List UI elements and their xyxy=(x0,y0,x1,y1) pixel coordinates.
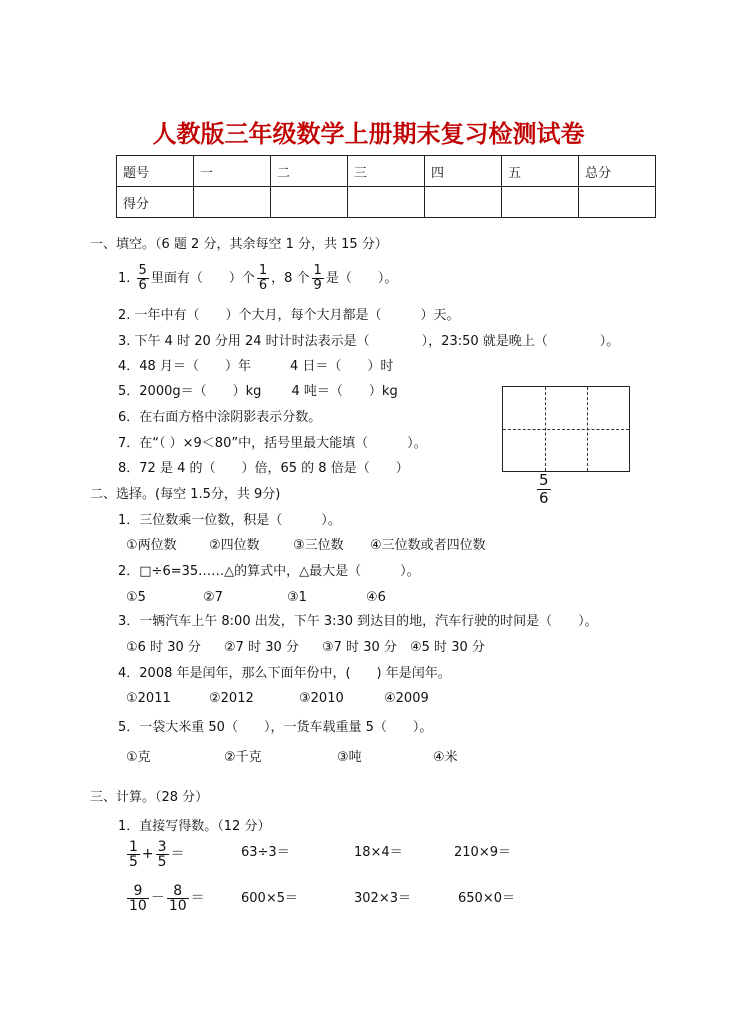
question-3: 3．一辆汽车上午 8:00 出发，下午 3:30 到达目的地，汽车行驶的时间是（ ）。 xyxy=(118,614,598,629)
operator: + xyxy=(141,846,154,862)
question-4: 4．48 月＝（ ）年 4 日＝（ ）时 xyxy=(118,359,394,374)
table-cell: 四 xyxy=(425,156,502,187)
section-heading: 一、填空。（6 题 2 分，其余每空 1 分，共 15 分） xyxy=(90,237,388,252)
calc-row-2 xyxy=(125,876,205,920)
calc-item: 210×9＝ xyxy=(454,845,511,860)
question-2: 2. 一年中有（ ）个大月，每个大月都是（ ）天。 xyxy=(118,308,460,323)
option: ④三位数或者四位数 xyxy=(370,538,486,553)
option: ④米 xyxy=(433,750,458,765)
denominator: 9 xyxy=(313,278,322,293)
grid-divider xyxy=(503,429,629,430)
question-text: 里面有（ ）个 xyxy=(150,271,255,286)
option: ①2011 xyxy=(126,691,171,706)
option: ②千克 xyxy=(224,750,262,765)
question-4: 4．2008 年是闰年，那么下面年份中，( ) 年是闰年。 xyxy=(118,666,451,681)
fraction xyxy=(312,264,324,293)
calc-item: 302×3＝ xyxy=(354,891,411,906)
score-table-score-row xyxy=(117,187,656,218)
fraction xyxy=(257,264,269,293)
option: ③7 时 30 分 xyxy=(322,640,397,655)
question-5: 5．一袋大米重 50（ ），一货车载重量 5（ ）。 xyxy=(118,720,433,735)
option: ④5 时 30 分 xyxy=(410,640,485,655)
question-text: ，8 个 xyxy=(271,271,310,286)
fraction-grid[interactable] xyxy=(502,386,630,472)
grid-fraction-label xyxy=(535,472,553,507)
option: ②7 xyxy=(203,590,223,605)
score-input-cell[interactable] xyxy=(579,187,656,218)
calc-item: 600×5＝ xyxy=(241,891,298,906)
question-1 xyxy=(118,258,397,300)
question-8: 8．72 是 4 的（ ）倍，65 的 8 倍是（ ） xyxy=(118,461,409,476)
question-number: 1. xyxy=(118,271,131,286)
numerator: 1 xyxy=(129,838,138,855)
section-heading: 二、选择。(每空 1.5分，共 9分) xyxy=(90,487,281,502)
denominator: 6 xyxy=(258,278,268,293)
score-input-cell[interactable] xyxy=(271,187,348,218)
table-cell: 总分 xyxy=(579,156,656,187)
score-table-header-row xyxy=(117,156,656,187)
score-input-cell[interactable] xyxy=(194,187,271,218)
option: ②7 时 30 分 xyxy=(224,640,299,655)
sub-question: 1．直接写得数。（12 分） xyxy=(118,819,271,834)
table-cell: 一 xyxy=(194,156,271,187)
fraction xyxy=(137,264,149,293)
option: ②2012 xyxy=(209,691,254,706)
option: ③2010 xyxy=(299,691,344,706)
option: ①6 时 30 分 xyxy=(126,640,201,655)
score-input-cell[interactable] xyxy=(348,187,425,218)
fraction xyxy=(156,840,169,869)
denominator: 6 xyxy=(539,489,549,507)
question-2: 2．□÷6=35……△的算式中，△最大是（ ）。 xyxy=(118,564,420,579)
score-input-cell[interactable] xyxy=(425,187,502,218)
numerator: 9 xyxy=(127,884,149,899)
score-input-cell[interactable] xyxy=(502,187,579,218)
calc-item: 18×4＝ xyxy=(354,845,403,860)
table-cell: 三 xyxy=(348,156,425,187)
option: ④2009 xyxy=(384,691,429,706)
option: ③三位数 xyxy=(293,538,344,553)
score-table xyxy=(116,155,656,218)
numerator: 3 xyxy=(157,838,167,855)
denominator: 5 xyxy=(129,853,138,870)
question-6: 6．在右面方格中涂阴影表示分数。 xyxy=(118,410,322,425)
calc-item: 650×0＝ xyxy=(458,891,515,906)
table-cell: 二 xyxy=(271,156,348,187)
numerator: 1 xyxy=(313,263,322,278)
option: ①5 xyxy=(126,590,146,605)
option: ③1 xyxy=(287,590,307,605)
question-7: 7．在“（ ）×9＜80”中，括号里最大能填（ ）。 xyxy=(118,436,427,451)
option: ②四位数 xyxy=(209,538,260,553)
equals: ＝ xyxy=(190,890,205,906)
fraction xyxy=(537,472,551,507)
fraction xyxy=(127,840,140,869)
numerator: 5 xyxy=(539,471,549,489)
option: ①两位数 xyxy=(126,538,177,553)
numerator: 5 xyxy=(138,263,147,278)
numerator: 8 xyxy=(167,884,189,899)
denominator: 6 xyxy=(138,278,147,293)
table-cell: 题号 xyxy=(117,156,194,187)
option: ④6 xyxy=(366,590,386,605)
calc-item: 63÷3＝ xyxy=(241,845,290,860)
question-3: 3. 下午 4 时 20 分用 24 时计时法表示是（ ），23:50 就是晚上（ ）。 xyxy=(118,334,620,349)
question-text: 是（ ）。 xyxy=(325,271,398,286)
denominator: 10 xyxy=(129,897,147,914)
table-cell: 五 xyxy=(502,156,579,187)
denominator: 10 xyxy=(168,897,187,914)
question-5: 5．2000g＝（ ）kg 4 吨＝（ ）kg xyxy=(118,384,398,399)
denominator: 5 xyxy=(157,853,167,870)
fraction xyxy=(167,884,189,913)
equals: ＝ xyxy=(170,846,185,862)
calc-row-1 xyxy=(125,832,185,876)
numerator: 1 xyxy=(258,263,268,278)
fraction xyxy=(127,884,149,913)
question-1: 1．三位数乘一位数，积是（ ）。 xyxy=(118,513,341,528)
option: ③吨 xyxy=(337,750,362,765)
option: ①克 xyxy=(126,750,151,765)
operator: － xyxy=(150,890,165,906)
page-title: 人教版三年级数学上册期末复习检测试卷 xyxy=(152,119,585,148)
table-cell: 得分 xyxy=(117,187,194,218)
section-heading: 三、计算。（28 分） xyxy=(90,790,209,805)
